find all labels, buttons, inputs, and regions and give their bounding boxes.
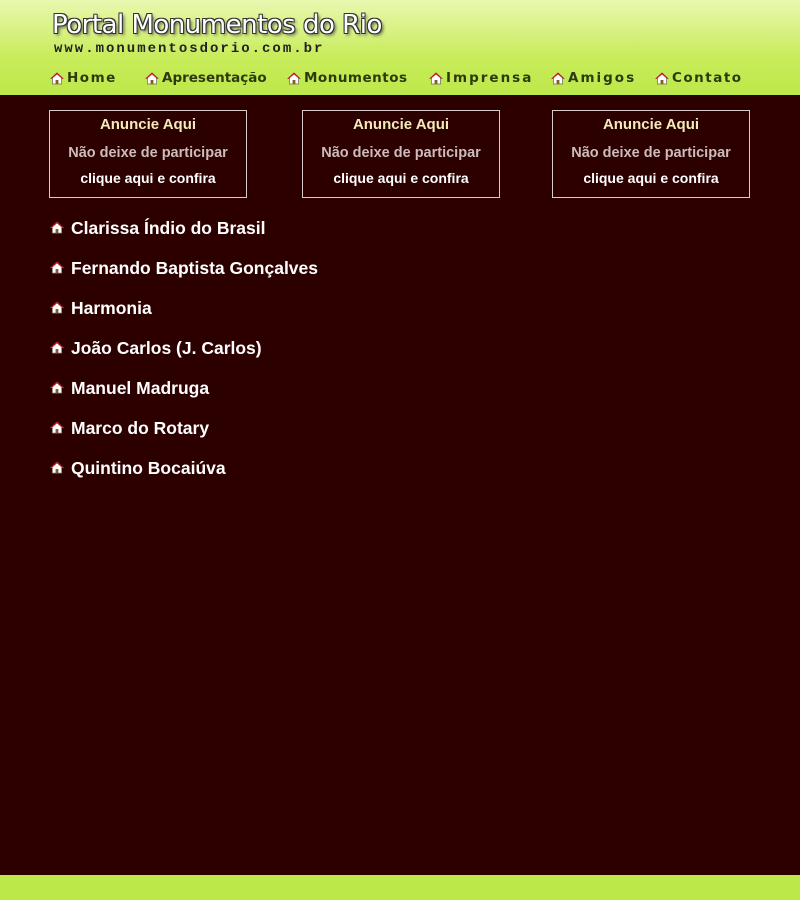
main-nav [0, 68, 800, 90]
nav-apresentacao-label: Apresentação [162, 70, 267, 86]
nav-imprensa-label: Imprensa [446, 70, 534, 86]
house-icon [655, 72, 669, 85]
ad-box[interactable] [49, 110, 247, 198]
list-item[interactable] [50, 218, 318, 258]
site-title[interactable]: Portal Monumentos do Rio [52, 10, 382, 40]
house-icon [50, 261, 64, 274]
nav-monumentos[interactable] [287, 68, 408, 88]
nav-contato[interactable] [655, 68, 743, 88]
monument-link[interactable]: Clarissa Índio do Brasil [71, 218, 266, 238]
ad-link[interactable]: clique aqui e confira [333, 170, 469, 186]
ad-title: Anuncie Aqui [352, 116, 450, 133]
house-icon [287, 72, 301, 85]
list-item[interactable] [50, 418, 318, 458]
ad-title: Anuncie Aqui [602, 116, 700, 133]
monument-link[interactable]: Fernando Baptista Gonçalves [71, 258, 319, 278]
house-icon [50, 421, 64, 434]
site-url: www.monumentosdorio.com.br [54, 41, 325, 57]
monument-link[interactable]: Marco do Rotary [71, 418, 210, 438]
nav-imprensa[interactable] [429, 68, 533, 88]
list-item[interactable] [50, 378, 318, 418]
list-item[interactable] [50, 298, 318, 338]
monument-link[interactable]: João Carlos (J. Carlos) [71, 338, 262, 358]
nav-amigos[interactable] [551, 68, 636, 88]
ad-link[interactable]: clique aqui e confira [80, 170, 216, 186]
house-icon [50, 221, 64, 234]
monument-link[interactable]: Quintino Bocaiúva [71, 458, 226, 478]
ad-line: Não deixe de participar [571, 145, 731, 161]
house-icon [50, 461, 64, 474]
site-header [0, 0, 800, 95]
nav-apresentacao[interactable] [145, 68, 267, 88]
nav-monumentos-label: Monumentos [304, 70, 408, 86]
house-icon [50, 301, 64, 314]
house-icon [50, 341, 64, 354]
ad-box[interactable] [302, 110, 500, 198]
list-item[interactable] [50, 258, 318, 298]
ad-box[interactable] [552, 110, 750, 198]
monument-link[interactable]: Harmonia [71, 298, 152, 318]
nav-contato-label: Contato [672, 70, 743, 86]
monument-list [50, 218, 318, 498]
house-icon [429, 72, 443, 85]
house-icon [551, 72, 565, 85]
ad-line: Não deixe de participar [321, 145, 481, 161]
house-icon [50, 72, 64, 85]
list-item[interactable] [50, 338, 318, 378]
list-item[interactable] [50, 458, 318, 498]
nav-amigos-label: Amigos [568, 70, 637, 86]
nav-home-label: Home [67, 70, 117, 86]
house-icon [50, 381, 64, 394]
ad-title: Anuncie Aqui [99, 116, 197, 133]
ad-link[interactable]: clique aqui e confira [583, 170, 719, 186]
house-icon [145, 72, 159, 85]
monument-link[interactable]: Manuel Madruga [71, 378, 210, 398]
ad-banners [0, 110, 800, 200]
site-footer [0, 875, 800, 900]
nav-home[interactable] [50, 68, 117, 88]
ad-line: Não deixe de participar [68, 145, 228, 161]
